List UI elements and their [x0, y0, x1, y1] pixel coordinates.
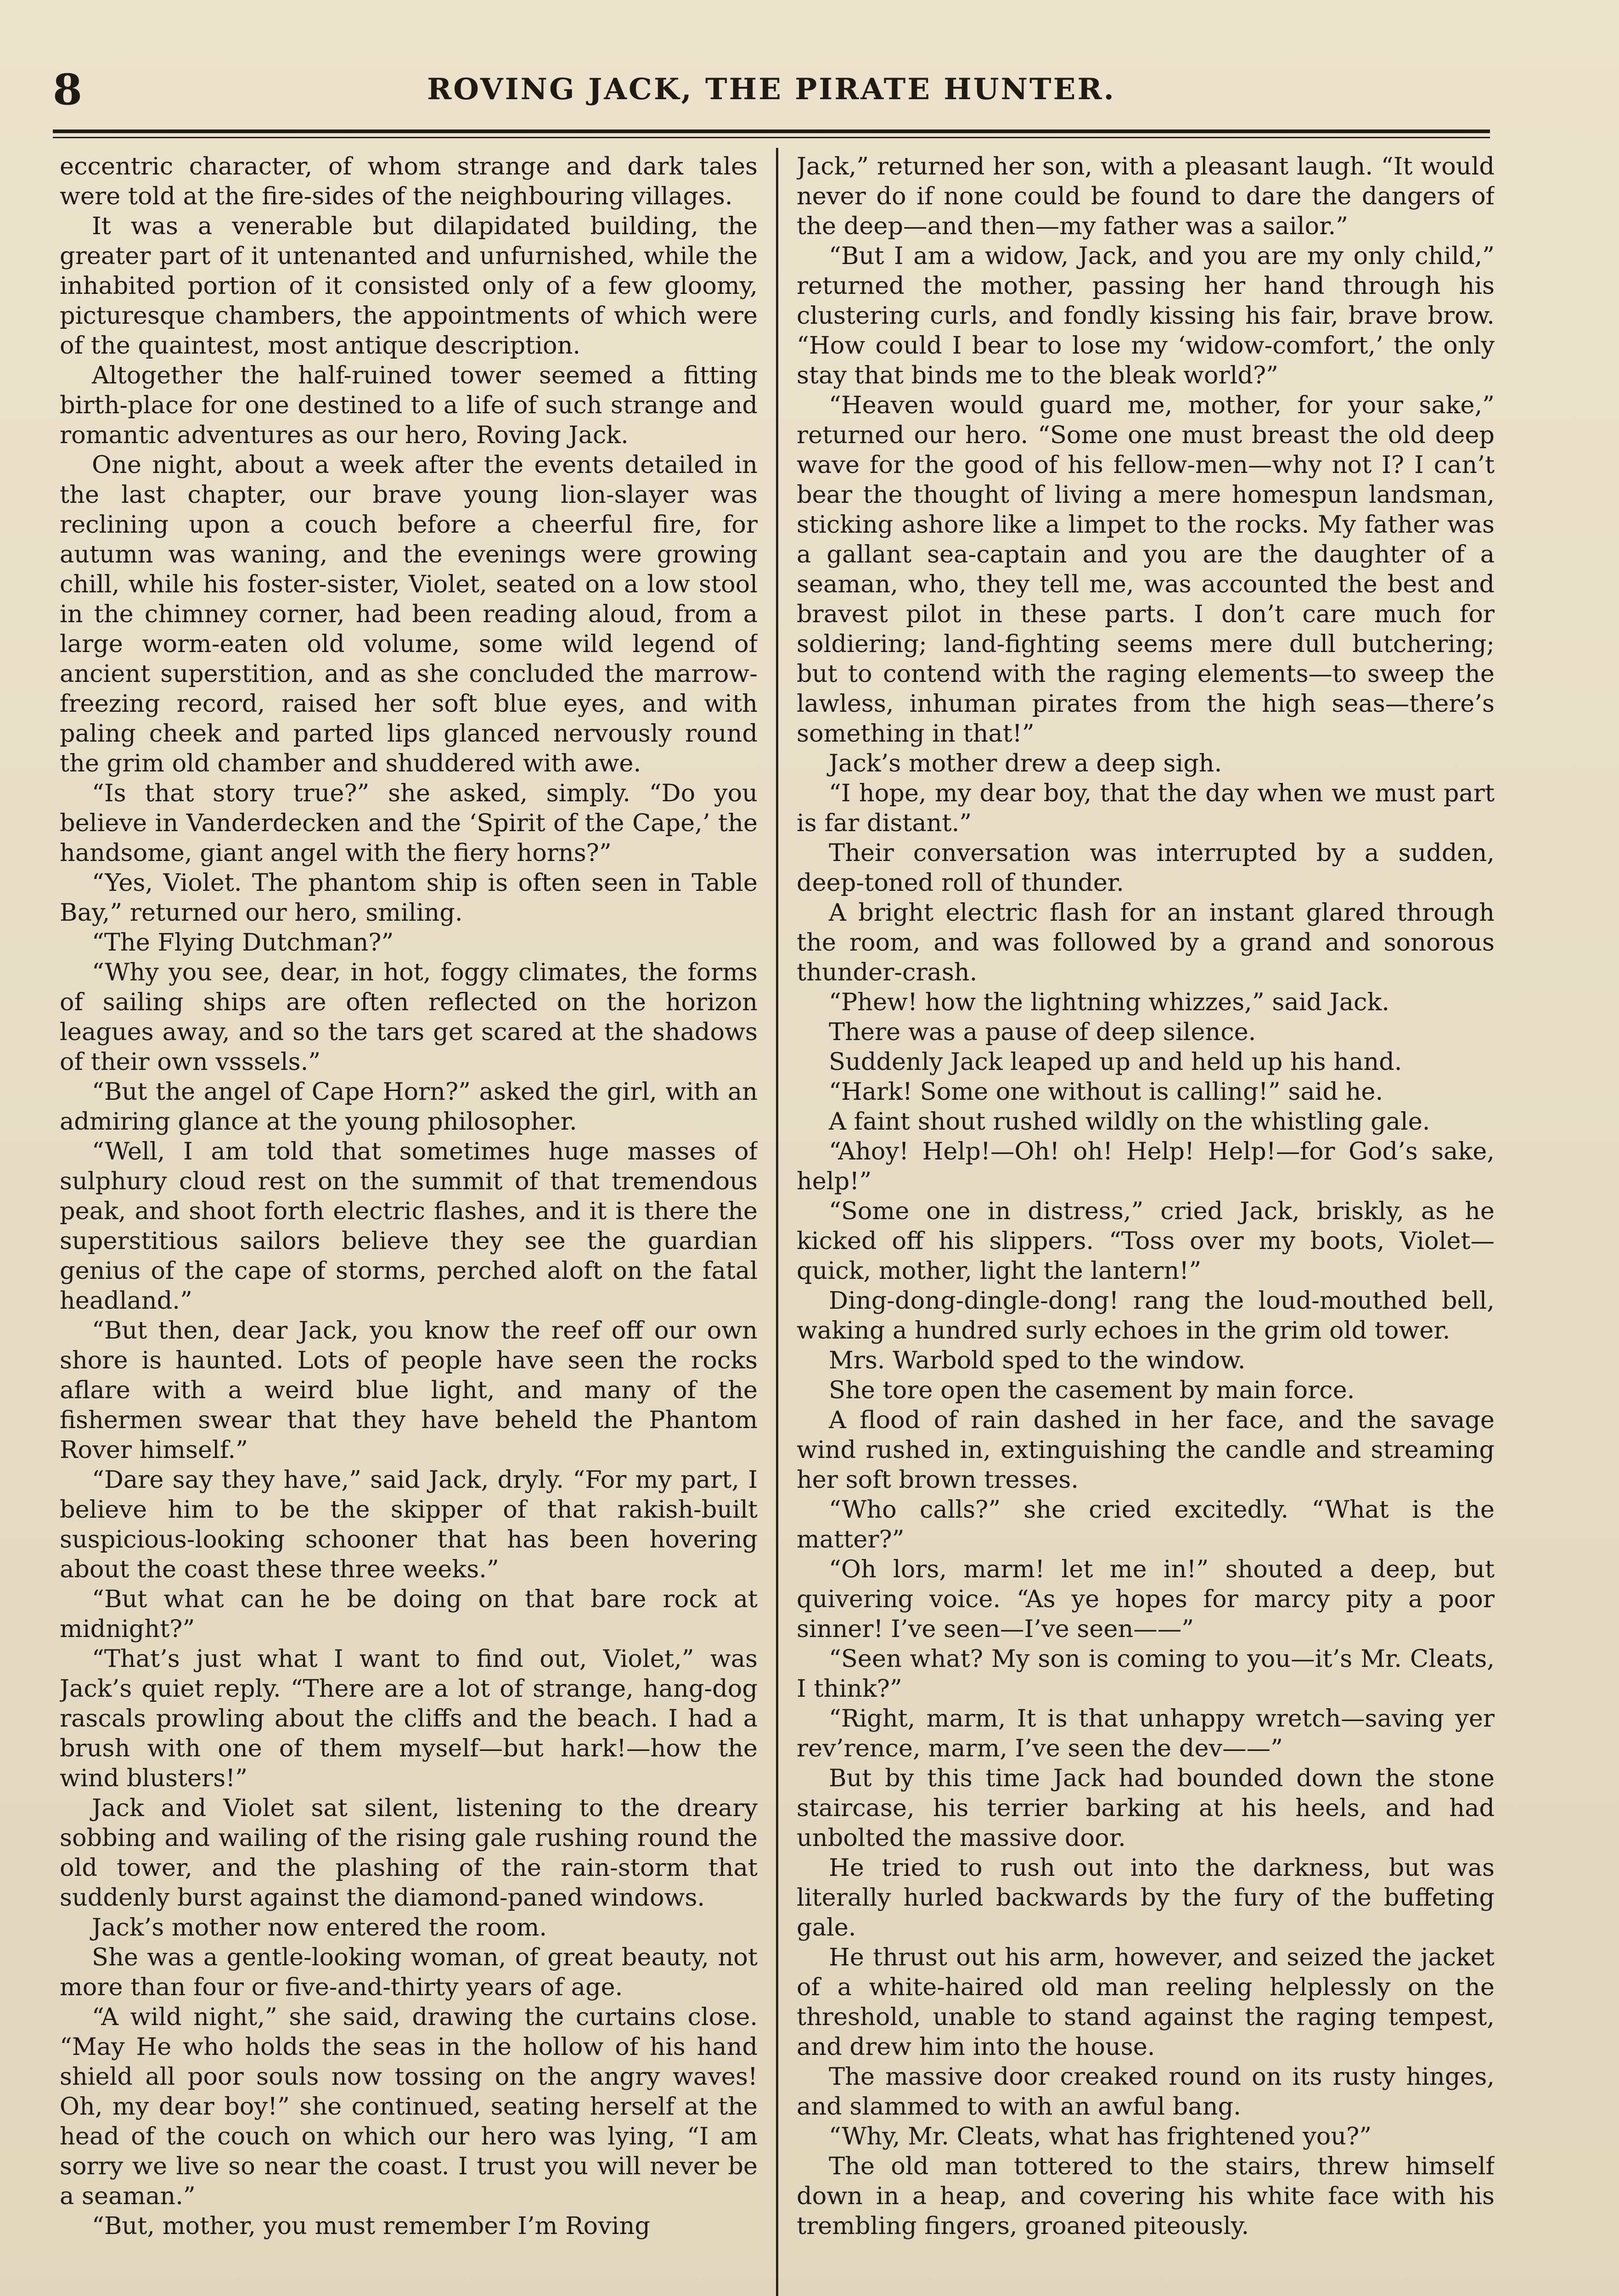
- paragraph: Jack,” returned her son, with a pleasant laugh. “It would never do if none could be found to dare the dangers of the deep—and then—my father was a sailor.”: [797, 152, 1495, 240]
- paragraph: “A wild night,” she said, drawing the curtains close. “May He who holds the seas in the hollow of his hand shield all poor souls now tossing on the angry waves! Oh, my dear boy!” she continued, seating herself at the head of the couch on which our hero was lying, “I am sorry we live so near the coast. I trust you will never be a seaman.”: [60, 2003, 758, 2210]
- paragraph: “Why, Mr. Cleats, what has frightened you?”: [829, 2122, 1372, 2150]
- paragraph: “But what can he be doing on that bare rock at midnight?”: [60, 1585, 758, 1643]
- column-divider: [776, 148, 778, 2296]
- paragraph: There was a pause of deep silence.: [829, 1018, 1256, 1046]
- header-rule: [53, 129, 1490, 133]
- paragraph: He tried to rush out into the darkness, but was literally hurled backwards by the fury of the buffeting gale.: [797, 1854, 1495, 1941]
- paragraph: “That’s just what I want to find out, Violet,” was Jack’s quiet reply. “There are a lot of strange, hang-dog rascals prowling about the cliffs and the beach. I had a brush with one of them myself—but hark!—how the wind blusters!”: [60, 1645, 758, 1792]
- paragraph: He thrust out his arm, however, and seized the jacket of a white-haired old man reeling helplessly on the threshold, unable to stand against the raging tempest, and drew him into the house.: [797, 1943, 1495, 2061]
- paragraph: “Oh lors, marm! let me in!” shouted a deep, but quivering voice. “As ye hopes for marcy pity a poor sinner! I’ve seen—I’ve seen——”: [797, 1555, 1495, 1643]
- paragraph: She tore open the casement by main force.: [829, 1376, 1355, 1404]
- paragraph: But by this time Jack had bounded down the stone staircase, his terrier barking at his heels, and had unbolted the massive door.: [797, 1764, 1495, 1852]
- paragraph: Their conversation was interrupted by a sudden, deep-toned roll of thunder.: [797, 839, 1495, 897]
- paragraph: Jack’s mother drew a deep sigh.: [829, 749, 1222, 777]
- page-header: [53, 64, 1490, 115]
- header-rule-thin: [53, 137, 1490, 138]
- paragraph: “Hark! Some one without is calling!” said he.: [829, 1078, 1383, 1106]
- paragraph: “Is that story true?” she asked, simply. “Do you believe in Vanderdecken and the ‘Spirit of the Cape,’ the handsome, giant angel with the fiery horns?”: [60, 779, 758, 867]
- paragraph: A flood of rain dashed in her face, and the savage wind rushed in, extinguishing the candle and streaming her soft brown tresses.: [797, 1406, 1495, 1494]
- paragraph: Altogether the half-ruined tower seemed a fitting birth-place for one destined to a life of such strange and romantic adventures as our hero, Roving Jack.: [60, 361, 758, 449]
- paragraph: “But, mother, you must remember I’m Roving: [92, 2212, 651, 2240]
- paragraph: “Phew! how the lightning whizzes,” said Jack.: [829, 988, 1389, 1016]
- paragraph: “But the angel of Cape Horn?” asked the girl, with an admiring glance at the young philosopher.: [60, 1078, 758, 1136]
- paragraph: A bright electric flash for an instant glared through the room, and was followed by a grand and sonorous thunder-crash.: [797, 899, 1495, 986]
- paragraph: “Yes, Violet. The phantom ship is often seen in Table Bay,” returned our hero, smiling.: [60, 869, 758, 927]
- paragraph: “Dare say they have,” said Jack, dryly. “For my part, I believe him to be the skipper of that rakish-built suspicious-looking schooner that has been hovering about the coast these three weeks.”: [60, 1466, 758, 1583]
- paragraph: The massive door creaked round on its rusty hinges, and slammed to with an awful bang.: [797, 2063, 1495, 2121]
- paragraph: “Heaven would guard me, mother, for your sake,” returned our hero. “Some one must breast the old deep wave for the good of his fellow-men—why not I? I can’t bear the thought of living a mere homespun landsman, sticking ashore like a limpet to the rocks. My father was a gallant sea-captain and you are the daughter of a seaman, who, they tell me, was accounted the best and bravest pilot in these parts. I don’t care much for soldiering; land-fighting seems mere dull butchering; but to contend with the raging elements—to sweep the lawless, inhuman pirates from the high seas—there’s something in that!”: [797, 391, 1495, 748]
- paragraph: “But then, dear Jack, you know the reef off our own shore is haunted. Lots of people have seen the rocks aflare with a weird blue light, and many of the fishermen swear that they have beheld the Phantom Rover himself.”: [60, 1317, 758, 1464]
- paragraph: A faint shout rushed wildly on the whistling gale.: [829, 1108, 1430, 1136]
- paragraph: “Well, I am told that sometimes huge masses of sulphury cloud rest on the summit of that tremendous peak, and shoot forth electric flashes, and it is there the superstitious sailors believe they see the guardian genius of the cape of storms, perched aloft on the fatal headland.”: [60, 1137, 758, 1315]
- paragraph: “Right, marm, It is that unhappy wretch—saving yer rev’rence, marm, I’ve seen the dev——”: [797, 1705, 1495, 1762]
- paragraph: The old man tottered to the stairs, threw himself down in a heap, and covering his white face with his trembling fingers, groaned piteously.: [797, 2152, 1495, 2240]
- paragraph: “But I am a widow, Jack, and you are my only child,” returned the mother, passing her hand through his clustering curls, and fondly kissing his fair, brave brow. “How could I bear to lose my ‘widow-comfort,’ the only stay that binds me to the bleak world?”: [797, 242, 1495, 389]
- paragraph: Mrs. Warbold sped to the window.: [829, 1346, 1246, 1374]
- paragraph: “Who calls?” she cried excitedly. “What is the matter?”: [797, 1496, 1495, 1553]
- right-column: [797, 152, 1495, 2296]
- left-column: [60, 152, 758, 2296]
- paragraph: Jack’s mother now entered the room.: [92, 1913, 547, 1941]
- paragraph: “Some one in distress,” cried Jack, briskly, as he kicked off his slippers. “Toss over my boots, Violet—quick, mother, light the lantern!”: [797, 1197, 1495, 1285]
- paragraph: “Seen what? My son is coming to you—it’s Mr. Cleats, I think?”: [797, 1645, 1495, 1703]
- paragraph: “I hope, my dear boy, that the day when we must part is far distant.”: [797, 779, 1495, 837]
- paragraph: eccentric character, of whom strange and dark tales were told at the fire-sides of the neighbouring villages.: [60, 152, 758, 210]
- page-number: 8: [53, 65, 83, 114]
- paragraph: Ding-dong-dingle-dong! rang the loud-mouthed bell, waking a hundred surly echoes in the grim old tower.: [797, 1287, 1495, 1345]
- running-title: ROVING JACK, THE PIRATE HUNTER.: [427, 72, 1116, 107]
- paragraph: She was a gentle-looking woman, of great beauty, not more than four or five-and-thirty years of age.: [60, 1943, 758, 2001]
- paragraph: Jack and Violet sat silent, listening to the dreary sobbing and wailing of the rising gale rushing round the old tower, and the plashing of the rain-storm that suddenly burst against the diamond-paned windows.: [60, 1794, 758, 1912]
- paragraph: “Why you see, dear, in hot, foggy climates, the forms of sailing ships are often reflected on the horizon leagues away, and so the tars get scared at the shadows of their own vsssels.”: [60, 958, 758, 1076]
- paragraph: Suddenly Jack leaped up and held up his hand.: [829, 1048, 1402, 1076]
- paragraph: It was a venerable but dilapidated building, the greater part of it untenanted and unfurnished, while the inhabited portion of it consisted only of a few gloomy, picturesque chambers, the appointments of which were of the quaintest, most antique description.: [60, 212, 758, 360]
- paragraph: “The Flying Dutchman?”: [92, 929, 394, 957]
- paragraph: One night, about a week after the events detailed in the last chapter, our brave young lion-slayer was reclining upon a couch before a cheerful fire, for autumn was waning, and the evenings were growing chill, while his foster-sister, Violet, seated on a low stool in the chimney corner, had been reading aloud, from a large worm-eaten old volume, some wild legend of ancient superstition, and as she concluded the marrow-freezing record, raised her soft blue eyes, and with paling cheek and parted lips glanced nervously round the grim old chamber and shuddered with awe.: [60, 451, 758, 777]
- paragraph: “Ahoy! Help!—Oh! oh! Help! Help!—for God’s sake, help!”: [797, 1137, 1495, 1195]
